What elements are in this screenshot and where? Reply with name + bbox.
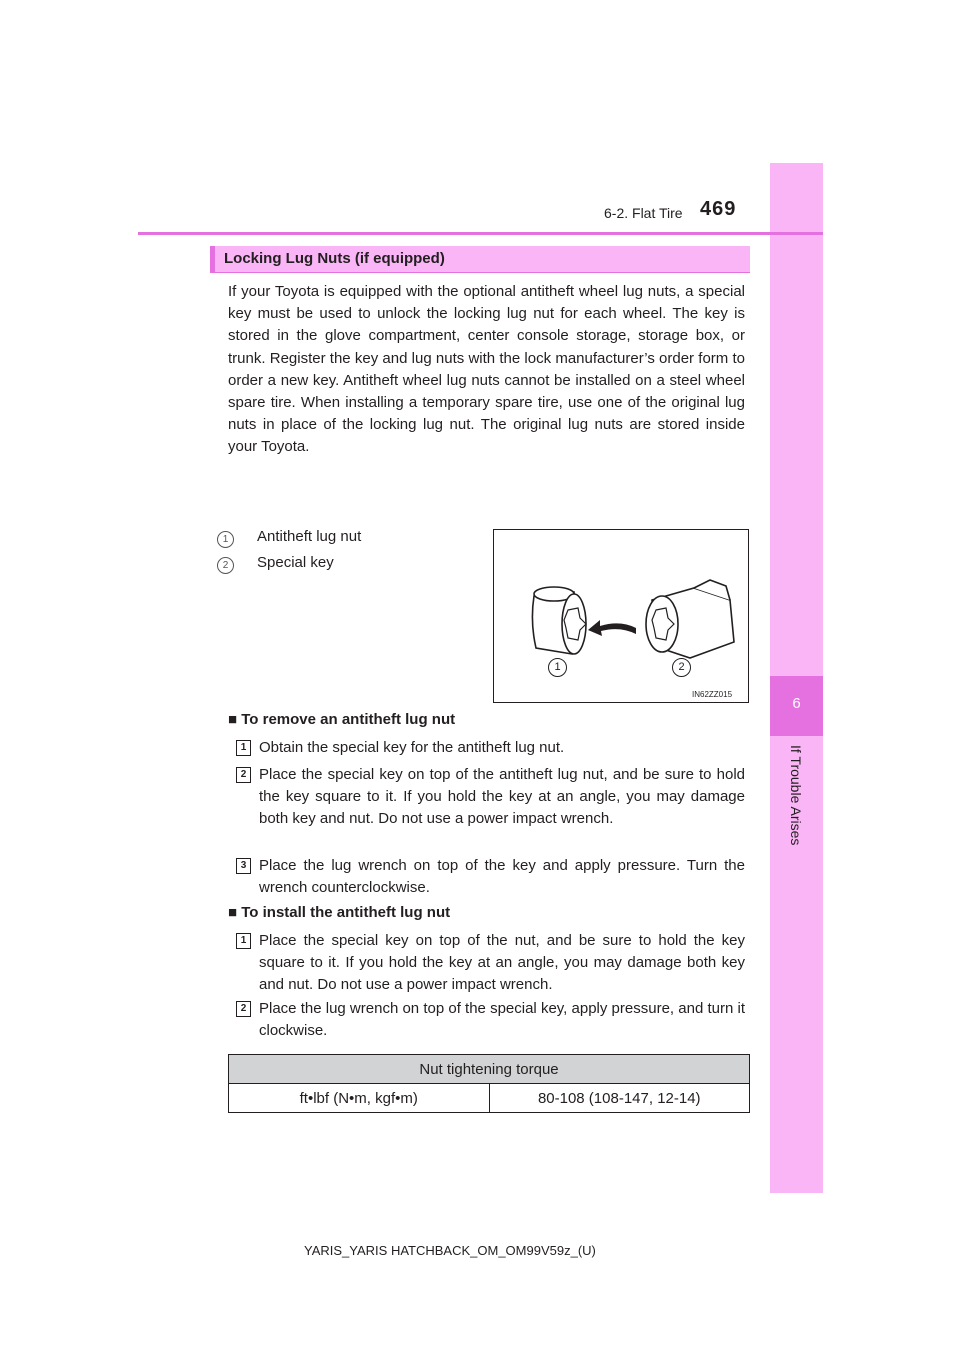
special-key-icon: [646, 580, 734, 658]
legend-callout-1: 1: [217, 531, 234, 548]
section-title: Locking Lug Nuts (if equipped): [224, 250, 445, 267]
remove-heading-text: To remove an antitheft lug nut: [241, 711, 456, 728]
legend-label-1: Antitheft lug nut: [257, 528, 362, 545]
document-footer: YARIS_YARIS HATCHBACK_OM_OM99V59z_(U): [304, 1243, 596, 1258]
section-title-accent: [210, 246, 215, 273]
chapter-label: If Trouble Arises: [788, 745, 804, 846]
section-heading: 6-2. Flat Tire: [604, 205, 683, 221]
torque-table: [228, 1054, 750, 1113]
remove-step-number: 3: [236, 858, 251, 874]
install-heading: ■ To install the antitheft lug nut: [228, 904, 451, 921]
figure-callout-2: 2: [672, 658, 691, 677]
lug-nut-and-key-drawing: [494, 530, 748, 702]
torque-table-header: Nut tightening torque: [229, 1055, 750, 1084]
remove-step-number: 2: [236, 767, 251, 783]
header-rule: [138, 232, 823, 235]
install-step-text: Place the special key on top of the nut, and be sure to hold the key square to it. If you hold the key at an angle, you may damage both key and nut. Do not use a power impact wrench.: [259, 932, 745, 994]
remove-heading: ■ To remove an antitheft lug nut: [228, 711, 456, 728]
remove-step-text: Obtain the special key for the antitheft lug nut.: [259, 739, 565, 756]
antitheft-lug-nut-icon: [532, 587, 586, 654]
figure-code: IN62ZZ015: [692, 690, 733, 699]
install-step-text: Place the lug wrench on top of the special key, apply pressure, and turn it clockwise.: [259, 1000, 745, 1040]
remove-step-text: Place the special key on top of the antitheft lug nut, and be sure to hold the key square to it. If you hold the key at an angle, you may damage both key and nut. Do not use a power impact wrench.: [259, 766, 745, 828]
lug-nut-illustration: [493, 529, 749, 703]
install-heading-text: To install the antitheft lug nut: [241, 904, 451, 921]
page-number: 469: [700, 198, 737, 220]
table-row: [229, 1055, 750, 1084]
legend-label-2: Special key: [257, 554, 334, 571]
direction-arrow-icon: [588, 620, 636, 636]
legend-callout-2: 2: [217, 557, 234, 574]
chapter-number: 6: [792, 695, 801, 712]
remove-step-number: 1: [236, 740, 251, 756]
torque-unit-cell: ft•lbf (N•m, kgf•m): [229, 1084, 490, 1113]
intro-paragraph: If your Toyota is equipped with the optional antitheft wheel lug nuts, a special key must be used to unlock the locking lug nut for each wheel. The key is stored in the glove compartment, center console storage, storage box, or trunk. Register the key and lug nuts with the lock manufacturer’s order form to order a new key. Antitheft wheel lug nuts cannot be installed on a steel wheel spare tire. When installing a temporary spare tire, use one of the original lug nuts in place of the locking lug nut. The original lug nuts are stored inside your Toyota.: [228, 283, 745, 456]
remove-step-text: Place the lug wrench on top of the key and apply pressure. Turn the wrench counterclockwise.: [259, 857, 745, 897]
figure-callout-1: 1: [548, 658, 567, 677]
torque-value-cell: 80-108 (108-147, 12-14): [489, 1084, 750, 1113]
install-step-number: 2: [236, 1001, 251, 1017]
table-row: [229, 1084, 750, 1113]
install-step-number: 1: [236, 933, 251, 949]
